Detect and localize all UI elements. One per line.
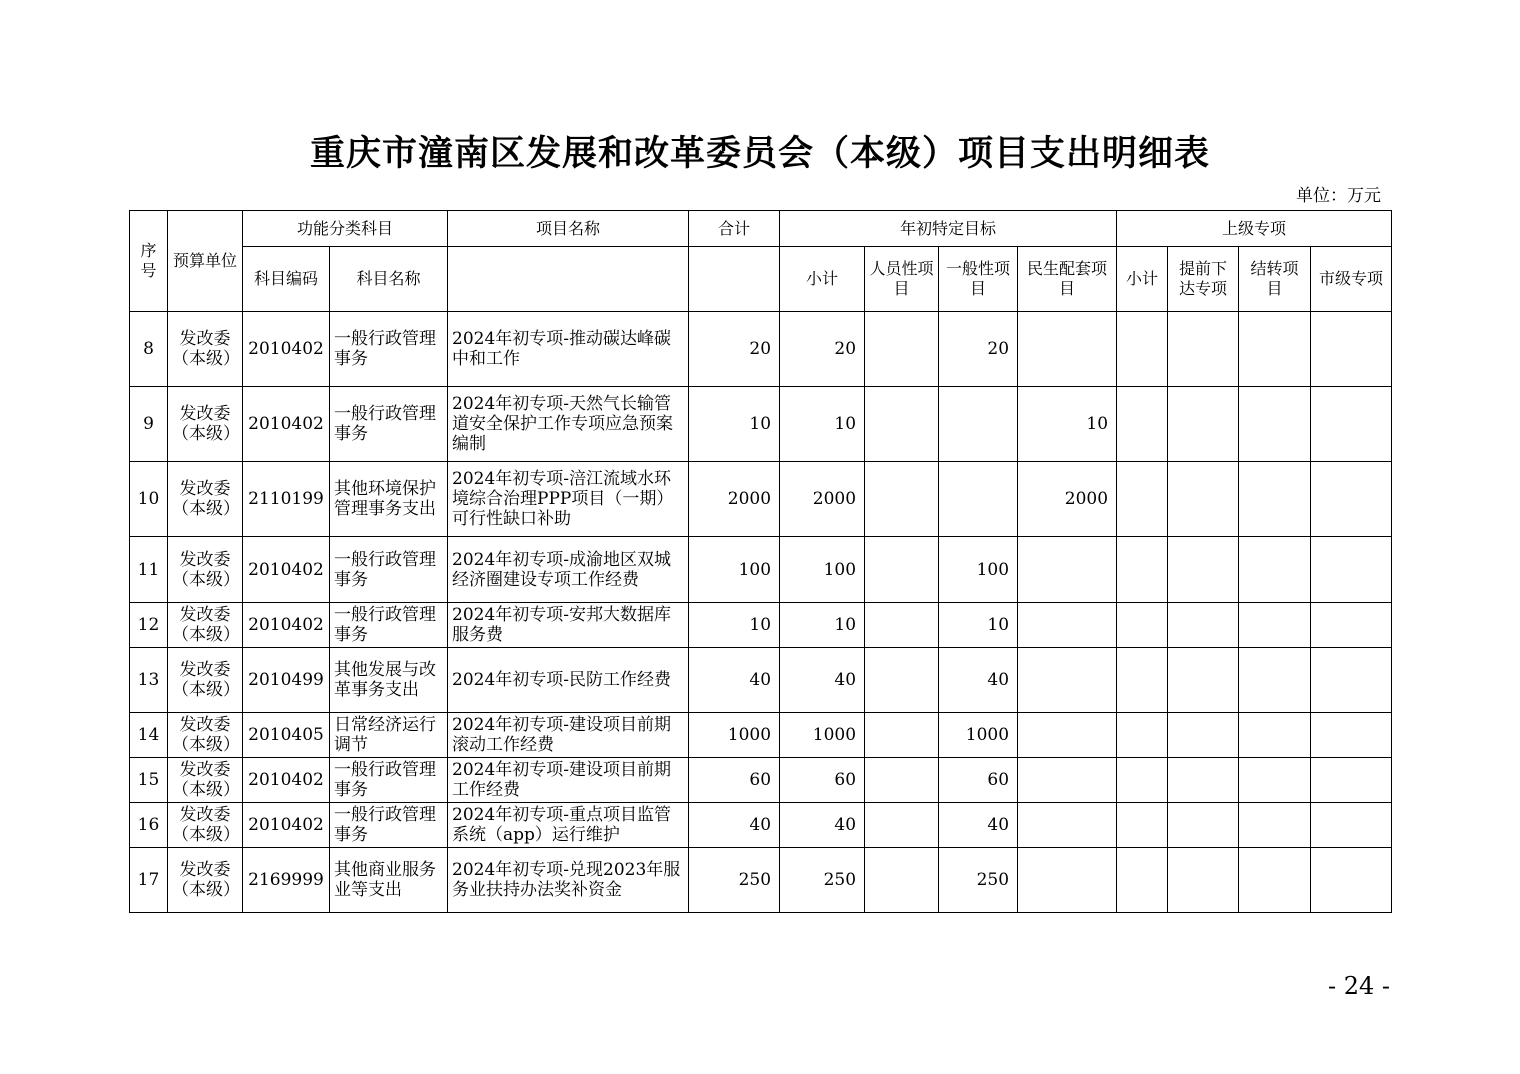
cell-total: 10 bbox=[689, 603, 780, 648]
cell-seq: 14 bbox=[130, 713, 168, 758]
cell-empty bbox=[1168, 713, 1239, 758]
cell-unit: 发改委（本级） bbox=[168, 462, 243, 537]
table-row bbox=[130, 462, 1392, 537]
cell-personnel bbox=[865, 803, 939, 848]
cell-total: 2000 bbox=[689, 462, 780, 537]
table-row bbox=[130, 312, 1392, 387]
cell-empty bbox=[1239, 713, 1311, 758]
table-row bbox=[130, 603, 1392, 648]
cell-empty bbox=[1311, 537, 1392, 603]
cell-total: 1000 bbox=[689, 713, 780, 758]
cell-unit: 发改委（本级） bbox=[168, 848, 243, 913]
cell-personnel bbox=[865, 387, 939, 462]
cell-unit: 发改委（本级） bbox=[168, 758, 243, 803]
header-superior-special: 上级专项 bbox=[1117, 211, 1392, 247]
cell-code: 2010402 bbox=[243, 537, 330, 603]
cell-subtotal: 10 bbox=[780, 387, 865, 462]
header-total-blank bbox=[689, 247, 780, 312]
cell-total: 100 bbox=[689, 537, 780, 603]
cell-general bbox=[939, 387, 1018, 462]
cell-livelihood bbox=[1018, 713, 1117, 758]
cell-project: 2024年初专项-推动碳达峰碳中和工作 bbox=[448, 312, 689, 387]
cell-subject: 其他环境保护管理事务支出 bbox=[330, 462, 448, 537]
cell-subject: 一般行政管理事务 bbox=[330, 312, 448, 387]
cell-personnel bbox=[865, 462, 939, 537]
cell-subject: 日常经济运行调节 bbox=[330, 713, 448, 758]
cell-subject: 其他发展与改革事务支出 bbox=[330, 648, 448, 713]
cell-general: 250 bbox=[939, 848, 1018, 913]
cell-empty bbox=[1168, 312, 1239, 387]
cell-subtotal: 10 bbox=[780, 603, 865, 648]
cell-project: 2024年初专项-建设项目前期工作经费 bbox=[448, 758, 689, 803]
cell-project: 2024年初专项-民防工作经费 bbox=[448, 648, 689, 713]
cell-empty bbox=[1117, 312, 1168, 387]
cell-project: 2024年初专项-成渝地区双城经济圈建设专项工作经费 bbox=[448, 537, 689, 603]
table-row bbox=[130, 387, 1392, 462]
cell-empty bbox=[1311, 462, 1392, 537]
cell-empty bbox=[1239, 387, 1311, 462]
project-expenditure-table bbox=[129, 210, 1392, 913]
cell-livelihood bbox=[1018, 312, 1117, 387]
cell-personnel bbox=[865, 537, 939, 603]
cell-total: 20 bbox=[689, 312, 780, 387]
cell-subject: 一般行政管理事务 bbox=[330, 603, 448, 648]
cell-empty bbox=[1117, 648, 1168, 713]
header-project-name-blank bbox=[448, 247, 689, 312]
table-row bbox=[130, 648, 1392, 713]
cell-general: 40 bbox=[939, 648, 1018, 713]
header-carryover: 结转项目 bbox=[1239, 247, 1311, 312]
cell-code: 2010402 bbox=[243, 758, 330, 803]
cell-project: 2024年初专项-天然气长输管道安全保护工作专项应急预案编制 bbox=[448, 387, 689, 462]
cell-empty bbox=[1311, 758, 1392, 803]
cell-general: 1000 bbox=[939, 713, 1018, 758]
cell-subtotal: 1000 bbox=[780, 713, 865, 758]
cell-unit: 发改委（本级） bbox=[168, 648, 243, 713]
table-row bbox=[130, 758, 1392, 803]
cell-subject: 一般行政管理事务 bbox=[330, 758, 448, 803]
header-subject-name: 科目名称 bbox=[330, 247, 448, 312]
cell-project: 2024年初专项-安邦大数据库服务费 bbox=[448, 603, 689, 648]
cell-empty bbox=[1311, 803, 1392, 848]
cell-code: 2010402 bbox=[243, 312, 330, 387]
cell-empty bbox=[1117, 603, 1168, 648]
header-subtotal: 小计 bbox=[780, 247, 865, 312]
cell-personnel bbox=[865, 848, 939, 913]
table-row bbox=[130, 803, 1392, 848]
header-personnel: 人员性项目 bbox=[865, 247, 939, 312]
cell-seq: 16 bbox=[130, 803, 168, 848]
cell-total: 40 bbox=[689, 803, 780, 848]
header-advance: 提前下达专项 bbox=[1168, 247, 1239, 312]
cell-livelihood bbox=[1018, 648, 1117, 713]
header-function-classification: 功能分类科目 bbox=[243, 211, 448, 247]
cell-empty bbox=[1168, 648, 1239, 713]
cell-empty bbox=[1117, 387, 1168, 462]
cell-seq: 11 bbox=[130, 537, 168, 603]
cell-code: 2010402 bbox=[243, 603, 330, 648]
cell-unit: 发改委（本级） bbox=[168, 803, 243, 848]
cell-code: 2010402 bbox=[243, 803, 330, 848]
cell-subtotal: 40 bbox=[780, 803, 865, 848]
header-subject-code: 科目编码 bbox=[243, 247, 330, 312]
cell-empty bbox=[1168, 758, 1239, 803]
cell-personnel bbox=[865, 603, 939, 648]
cell-general bbox=[939, 462, 1018, 537]
header-budget-unit: 预算单位 bbox=[168, 211, 243, 312]
cell-total: 10 bbox=[689, 387, 780, 462]
cell-empty bbox=[1239, 803, 1311, 848]
cell-empty bbox=[1117, 713, 1168, 758]
cell-empty bbox=[1239, 848, 1311, 913]
cell-personnel bbox=[865, 758, 939, 803]
cell-empty bbox=[1311, 848, 1392, 913]
cell-empty bbox=[1117, 758, 1168, 803]
cell-subtotal: 2000 bbox=[780, 462, 865, 537]
cell-empty bbox=[1311, 603, 1392, 648]
cell-subtotal: 60 bbox=[780, 758, 865, 803]
cell-subject: 一般行政管理事务 bbox=[330, 537, 448, 603]
cell-empty bbox=[1168, 603, 1239, 648]
cell-empty bbox=[1239, 312, 1311, 387]
cell-empty bbox=[1168, 848, 1239, 913]
cell-livelihood bbox=[1018, 758, 1117, 803]
cell-subject: 一般行政管理事务 bbox=[330, 387, 448, 462]
header-special-targets: 年初特定目标 bbox=[780, 211, 1117, 247]
cell-subject: 一般行政管理事务 bbox=[330, 803, 448, 848]
cell-empty bbox=[1168, 537, 1239, 603]
cell-personnel bbox=[865, 312, 939, 387]
cell-project: 2024年初专项-兑现2023年服务业扶持办法奖补资金 bbox=[448, 848, 689, 913]
cell-unit: 发改委（本级） bbox=[168, 713, 243, 758]
unit-label: 单位：万元 bbox=[1296, 186, 1381, 206]
cell-general: 100 bbox=[939, 537, 1018, 603]
cell-general: 40 bbox=[939, 803, 1018, 848]
header-seq: 序号 bbox=[130, 211, 168, 312]
table-row bbox=[130, 537, 1392, 603]
cell-code: 2169999 bbox=[243, 848, 330, 913]
cell-livelihood: 2000 bbox=[1018, 462, 1117, 537]
cell-total: 250 bbox=[689, 848, 780, 913]
table-row bbox=[130, 713, 1392, 758]
cell-empty bbox=[1239, 758, 1311, 803]
table-row bbox=[130, 848, 1392, 913]
cell-code: 2010402 bbox=[243, 387, 330, 462]
cell-subtotal: 250 bbox=[780, 848, 865, 913]
cell-empty bbox=[1168, 387, 1239, 462]
header-total: 合计 bbox=[689, 211, 780, 247]
cell-empty bbox=[1117, 803, 1168, 848]
cell-livelihood bbox=[1018, 803, 1117, 848]
header-municipal: 市级专项 bbox=[1311, 247, 1392, 312]
cell-empty bbox=[1117, 848, 1168, 913]
cell-subtotal: 20 bbox=[780, 312, 865, 387]
cell-empty bbox=[1239, 603, 1311, 648]
cell-unit: 发改委（本级） bbox=[168, 387, 243, 462]
cell-empty bbox=[1311, 312, 1392, 387]
cell-personnel bbox=[865, 648, 939, 713]
header-livelihood: 民生配套项目 bbox=[1018, 247, 1117, 312]
cell-seq: 12 bbox=[130, 603, 168, 648]
cell-livelihood bbox=[1018, 603, 1117, 648]
cell-empty bbox=[1311, 648, 1392, 713]
cell-total: 40 bbox=[689, 648, 780, 713]
cell-empty bbox=[1168, 803, 1239, 848]
cell-total: 60 bbox=[689, 758, 780, 803]
header-project-name: 项目名称 bbox=[448, 211, 689, 247]
cell-seq: 10 bbox=[130, 462, 168, 537]
cell-empty bbox=[1168, 462, 1239, 537]
cell-empty bbox=[1239, 462, 1311, 537]
cell-empty bbox=[1239, 648, 1311, 713]
cell-unit: 发改委（本级） bbox=[168, 603, 243, 648]
cell-general: 60 bbox=[939, 758, 1018, 803]
header-superior-subtotal: 小计 bbox=[1117, 247, 1168, 312]
cell-general: 20 bbox=[939, 312, 1018, 387]
cell-project: 2024年初专项-重点项目监管系统（app）运行维护 bbox=[448, 803, 689, 848]
cell-code: 2110199 bbox=[243, 462, 330, 537]
cell-seq: 17 bbox=[130, 848, 168, 913]
page-title: 重庆市潼南区发展和改革委员会（本级）项目支出明细表 bbox=[309, 134, 1210, 174]
cell-subtotal: 40 bbox=[780, 648, 865, 713]
cell-empty bbox=[1239, 537, 1311, 603]
cell-empty bbox=[1311, 713, 1392, 758]
cell-subtotal: 100 bbox=[780, 537, 865, 603]
cell-general: 10 bbox=[939, 603, 1018, 648]
cell-seq: 8 bbox=[130, 312, 168, 387]
cell-personnel bbox=[865, 713, 939, 758]
cell-seq: 9 bbox=[130, 387, 168, 462]
cell-livelihood bbox=[1018, 848, 1117, 913]
cell-project: 2024年初专项-涪江流域水环境综合治理PPP项目（一期）可行性缺口补助 bbox=[448, 462, 689, 537]
cell-livelihood bbox=[1018, 537, 1117, 603]
cell-empty bbox=[1311, 387, 1392, 462]
cell-project: 2024年初专项-建设项目前期滚动工作经费 bbox=[448, 713, 689, 758]
cell-seq: 15 bbox=[130, 758, 168, 803]
cell-code: 2010499 bbox=[243, 648, 330, 713]
page-number: - 24 - bbox=[1327, 972, 1390, 1000]
cell-seq: 13 bbox=[130, 648, 168, 713]
cell-empty bbox=[1117, 537, 1168, 603]
cell-code: 2010405 bbox=[243, 713, 330, 758]
header-general: 一般性项目 bbox=[939, 247, 1018, 312]
cell-unit: 发改委（本级） bbox=[168, 537, 243, 603]
cell-livelihood: 10 bbox=[1018, 387, 1117, 462]
cell-empty bbox=[1117, 462, 1168, 537]
cell-subject: 其他商业服务业等支出 bbox=[330, 848, 448, 913]
cell-unit: 发改委（本级） bbox=[168, 312, 243, 387]
